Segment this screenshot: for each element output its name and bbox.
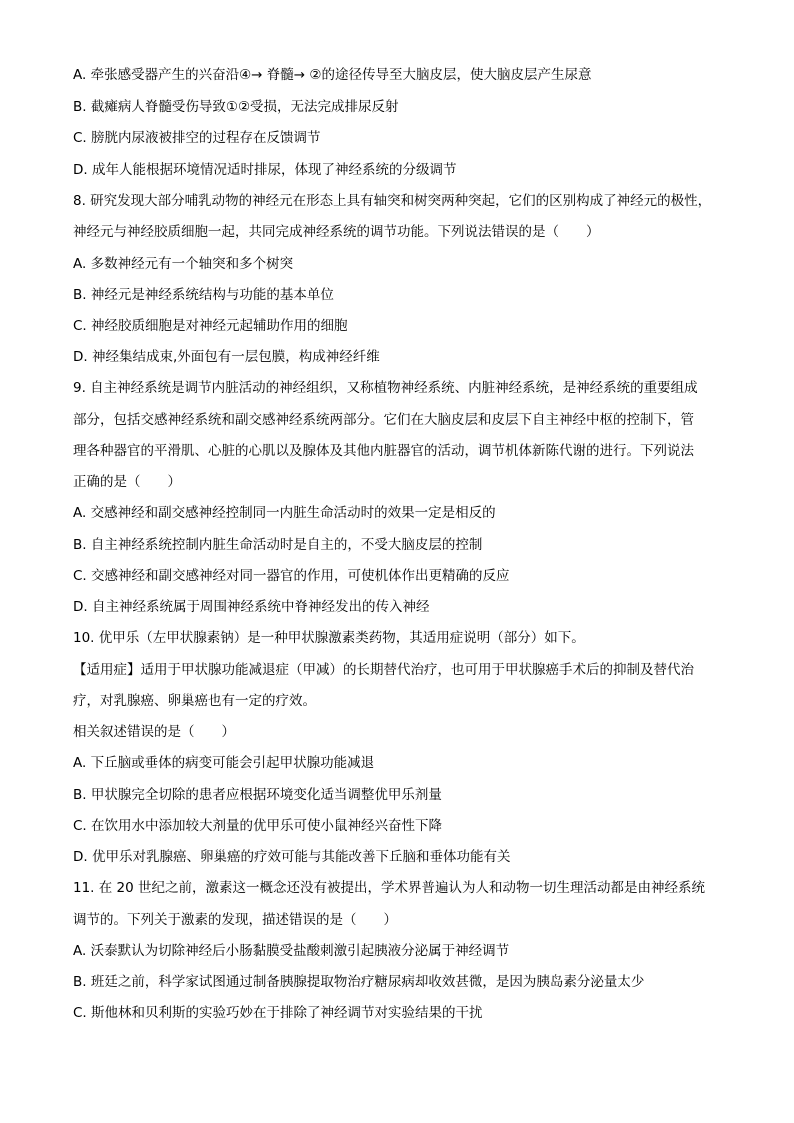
q10-option-c: C. 在饮用水中添加较大剂量的优甲乐可使小鼠神经兴奋性下降 [73, 818, 443, 834]
q10-indication-line-1: 【适用症】适用于甲状腺功能减退症（甲减）的长期替代治疗，也可用于甲状腺癌手术后的抑制及替代治 [73, 662, 694, 678]
q7-option-c: C. 膀胱内尿液被排空的过程存在反馈调节 [73, 130, 321, 146]
q10-stem-line-1: 10. 优甲乐（左甲状腺素钠）是一种甲状腺激素类药物，其适用症说明（部分）如下。 [73, 630, 585, 646]
q7-option-a: A. 牵张感受器产生的兴奋沿④→ 脊髓→ ②的途径传导至大脑皮层，使大脑皮层产生尿意 [73, 67, 592, 83]
q10-option-b: B. 甲状腺完全切除的患者应根据环境变化适当调整优甲乐剂量 [73, 787, 442, 803]
q11-option-a: A. 沃泰默认为切除神经后小肠黏膜受盐酸刺激引起胰液分泌属于神经调节 [73, 943, 510, 959]
q9-stem-line-3: 理各种器官的平滑肌、心脏的心肌以及腺体及其他内脏器官的活动，调节机体新陈代谢的进行。下列说法 [73, 443, 694, 459]
q11-stem-line-1: 11. 在 20 世纪之前，激素这一概念还没有被提出，学术界普遍认为人和动物一切生理活动都是由神经系统 [73, 880, 706, 896]
q9-option-c: C. 交感神经和副交感神经对同一器官的作用，可使机体作出更精确的反应 [73, 568, 510, 584]
q8-option-d: D. 神经集结成束,外面包有一层包膜，构成神经纤维 [73, 349, 380, 365]
q10-indication-line-2: 疗，对乳腺癌、卵巢癌也有一定的疗效。 [73, 693, 316, 709]
q9-stem-line-2: 部分，包括交感神经系统和副交感神经系统两部分。它们在大脑皮层和皮层下自主神经中枢的控制下，管 [73, 412, 694, 428]
q10-question: 相关叙述错误的是（ ） [73, 724, 235, 740]
q8-option-b: B. 神经元是神经系统结构与功能的基本单位 [73, 287, 334, 303]
q9-option-d: D. 自主神经系统属于周围神经系统中脊神经发出的传入神经 [73, 599, 430, 615]
q10-option-a: A. 下丘脑或垂体的病变可能会引起甲状腺功能减退 [73, 755, 375, 771]
q11-stem-line-2: 调节的。下列关于激素的发现，描述错误的是（ ） [73, 912, 397, 928]
q8-option-a: A. 多数神经元有一个轴突和多个树突 [73, 256, 294, 272]
q8-stem-line-2: 神经元与神经胶质细胞一起，共同完成神经系统的调节功能。下列说法错误的是（ ） [73, 224, 600, 240]
q11-option-b: B. 班廷之前，科学家试图通过制备胰腺提取物治疗糖尿病却收效甚微，是因为胰岛素分泌量太少 [73, 974, 645, 990]
q9-stem-line-4: 正确的是（ ） [73, 474, 181, 490]
q7-option-b: B. 截瘫病人脊髓受伤导致①②受损，无法完成排尿反射 [73, 99, 399, 115]
q8-option-c: C. 神经胶质细胞是对神经元起辅助作用的细胞 [73, 318, 348, 334]
q10-option-d: D. 优甲乐对乳腺癌、卵巢癌的疗效可能与其能改善下丘脑和垂体功能有关 [73, 849, 511, 865]
q9-option-b: B. 自主神经系统控制内脏生命活动时是自主的，不受大脑皮层的控制 [73, 537, 483, 553]
q9-option-a: A. 交感神经和副交感神经控制同一内脏生命活动时的效果一定是相反的 [73, 505, 496, 521]
q8-stem-line-1: 8. 研究发现大部分哺乳动物的神经元在形态上具有轴突和树突两种突起，它们的区别构成了神经元的极性， [73, 193, 712, 209]
q7-option-d: D. 成年人能根据环境情况适时排尿，体现了神经系统的分级调节 [73, 162, 457, 178]
q11-option-c: C. 斯他林和贝利斯的实验巧妙在于排除了神经调节对实验结果的干扰 [73, 1005, 483, 1021]
q9-stem-line-1: 9. 自主神经系统是调节内脏活动的神经组织，又称植物神经系统、内脏神经系统，是神经系统的重要组成 [73, 380, 698, 396]
